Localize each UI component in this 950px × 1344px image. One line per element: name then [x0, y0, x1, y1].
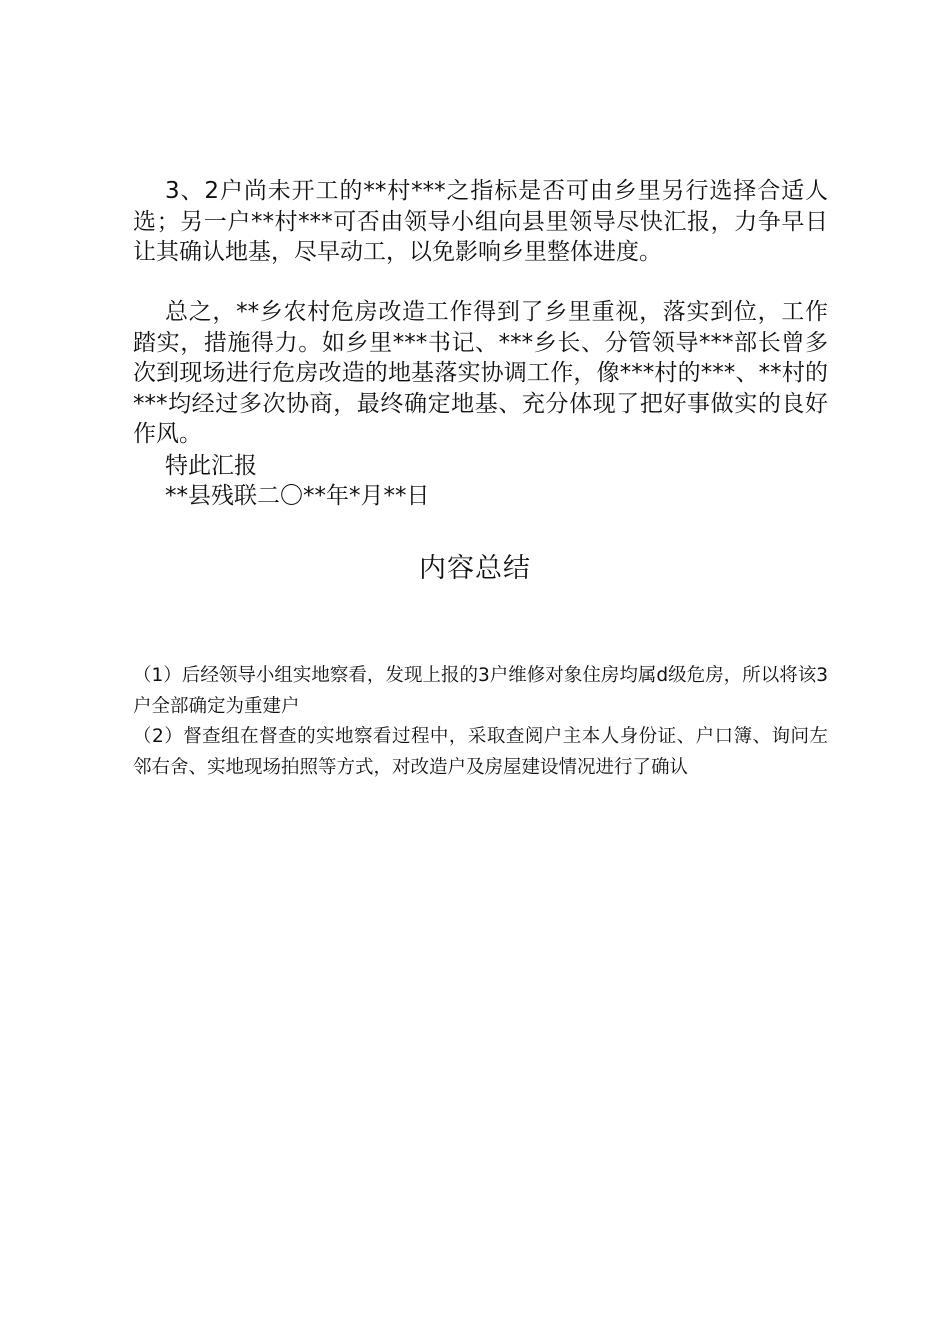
- summary-item-1: （1）后经领导小组实地察看，发现上报的3户维修对象住房均属d级危房，所以将该3户全部确定为重建户: [133, 665, 828, 717]
- closing-line: 特此汇报: [165, 453, 257, 479]
- summary-list: [133, 661, 828, 783]
- paragraph-text: 总之，**乡农村危房改造工作得到了乡里重视，落实到位，工作踏实，措施得力。如乡里***书记、***乡长、分管领导***部长曾多次到现场进行危房改造的地基落实协调工作，像***村的***、**村的***均经过多次协商，最终确定地基、充分体现了把好事做实的良好作风。: [133, 299, 828, 447]
- paragraph-text: 3、2户尚未开工的**村***之指标是否可由乡里另行选择合适人选；另一户**村***可否由领导小组向县里领导尽快汇报，力争早日让其确认地基，尽早动工，以免影响乡里整体进度。: [133, 178, 828, 265]
- body-paragraph-1: [133, 176, 828, 268]
- signature-date-line: **县残联二〇**年*月**日: [165, 483, 430, 509]
- body-paragraph-2: [133, 297, 828, 450]
- summary-item-2: （2）督查组在督查的实地察看过程中，采取查阅户主本人身份证、户口簿、询问左邻右舍、实地现场拍照等方式，对改造户及房屋建设情况进行了确认: [133, 726, 828, 778]
- summary-title: 内容总结: [419, 553, 531, 584]
